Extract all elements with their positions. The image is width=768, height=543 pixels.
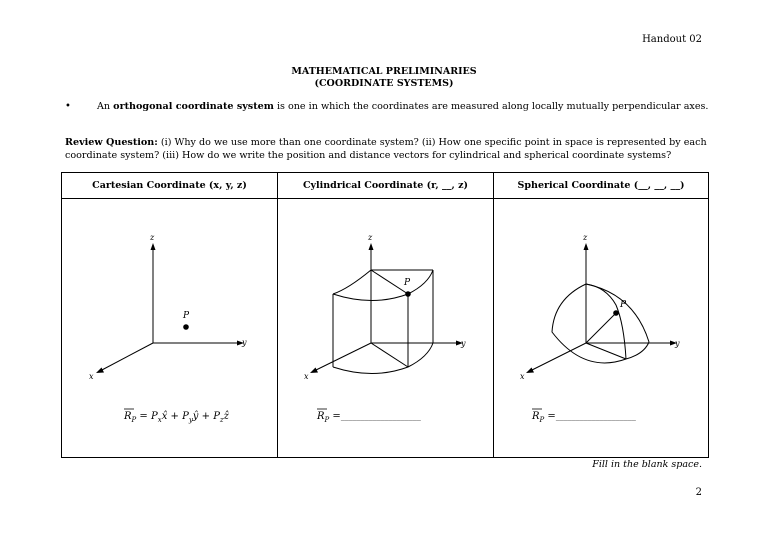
review-text: (i) Why do we use more than one coordinate system? (ii) How one specific point in space is represented by each coordinate system? (iii) How do we write the position and distance vectors for cylindrical and spherical coordinate systems? [65, 137, 707, 161]
review-label: Review Question: [65, 137, 158, 148]
point-p [613, 310, 619, 316]
z-arrow-icon [369, 243, 374, 250]
formula-plus1: + [167, 411, 183, 422]
header-spherical: Spherical Coordinate (__, __, __) [517, 180, 685, 191]
sphere-front-meridian [552, 284, 626, 363]
formula-r: R [532, 411, 540, 422]
formula-eq: = [544, 411, 556, 422]
formula-sub: P [539, 416, 545, 424]
formula-eq: = [136, 411, 151, 422]
bottom-arc-front [333, 343, 433, 374]
x-arrow-icon [526, 368, 534, 374]
z-label: z [368, 233, 373, 242]
header-cartesian: Cartesian Coordinate (x, y, z) [92, 180, 247, 191]
bullet-paragraph [97, 101, 712, 114]
page-subtitle: (COORDINATE SYSTEMS) [314, 78, 454, 89]
x-arrow-icon [96, 368, 104, 374]
page-number: 2 [695, 487, 702, 498]
page-title: MATHEMATICAL PRELIMINARIES [291, 66, 477, 77]
formula-blank[interactable]: ____________________ [555, 412, 636, 421]
x-label: x [304, 372, 309, 381]
coordinate-table [61, 172, 709, 458]
formula-r: R [317, 411, 325, 422]
bullet-symbol: • [65, 101, 71, 112]
y-label: y [675, 339, 680, 348]
point-p-label: P [404, 278, 411, 288]
radial-bottom [371, 343, 408, 367]
radius-projection [586, 343, 626, 359]
cartesian-diagram [62, 199, 277, 457]
formula-sub: P [324, 416, 330, 424]
x-arrow-icon [310, 368, 318, 374]
formula-blank[interactable]: ____________________ [340, 412, 421, 421]
formula-s1: x [157, 416, 162, 424]
point-p [183, 324, 189, 330]
cylindrical-diagram [278, 199, 493, 457]
y-label: y [242, 338, 247, 347]
z-arrow-icon [151, 243, 156, 250]
top-arc-left [333, 270, 371, 294]
review-question [65, 137, 715, 162]
formula-r: R [124, 411, 132, 422]
x-axis [100, 343, 153, 371]
point-p [405, 291, 411, 297]
z-arrow-icon [584, 243, 589, 250]
y-label: y [461, 339, 466, 348]
top-arc-front [333, 270, 433, 301]
x-label: x [520, 372, 525, 381]
radius-op [586, 313, 616, 343]
formula-sub: P [131, 416, 137, 424]
radial-top [371, 270, 408, 294]
header-cylindrical: Cylindrical Coordinate (r, __, z) [302, 180, 469, 191]
x-axis [530, 343, 586, 371]
formula-h3: ẑ [223, 411, 229, 422]
spherical-diagram [494, 199, 709, 457]
formula-eq: = [329, 411, 341, 422]
handout-number: Handout 02 [642, 34, 702, 45]
bullet-term: orthogonal coordinate system [113, 101, 274, 112]
formula-h2: ŷ [192, 411, 199, 422]
formula-t3: P [213, 411, 220, 422]
formula-plus2: + [198, 411, 214, 422]
formula-s3: z [219, 416, 224, 424]
formula-h1: x̂ [161, 411, 168, 422]
sphere-meridian-through-p [586, 284, 626, 359]
point-p-label: P [183, 311, 190, 321]
x-label: x [89, 372, 94, 381]
cartesian-formula [123, 411, 230, 424]
cylindrical-formula [316, 411, 421, 424]
fill-instruction: Fill in the blank space. [592, 459, 702, 470]
formula-t1: P [151, 411, 158, 422]
bullet-rest: is one in which the coordinates are measured along locally mutually perpendicular axes. [273, 101, 709, 112]
formula-s2: y [188, 416, 193, 424]
z-label: z [583, 233, 588, 242]
spherical-formula [531, 411, 636, 424]
x-axis [314, 343, 371, 371]
bullet-prefix: An [97, 101, 114, 112]
formula-t2: P [182, 411, 189, 422]
point-p-label: P [620, 300, 627, 310]
equator-arc [626, 342, 649, 359]
z-label: z [150, 233, 155, 242]
